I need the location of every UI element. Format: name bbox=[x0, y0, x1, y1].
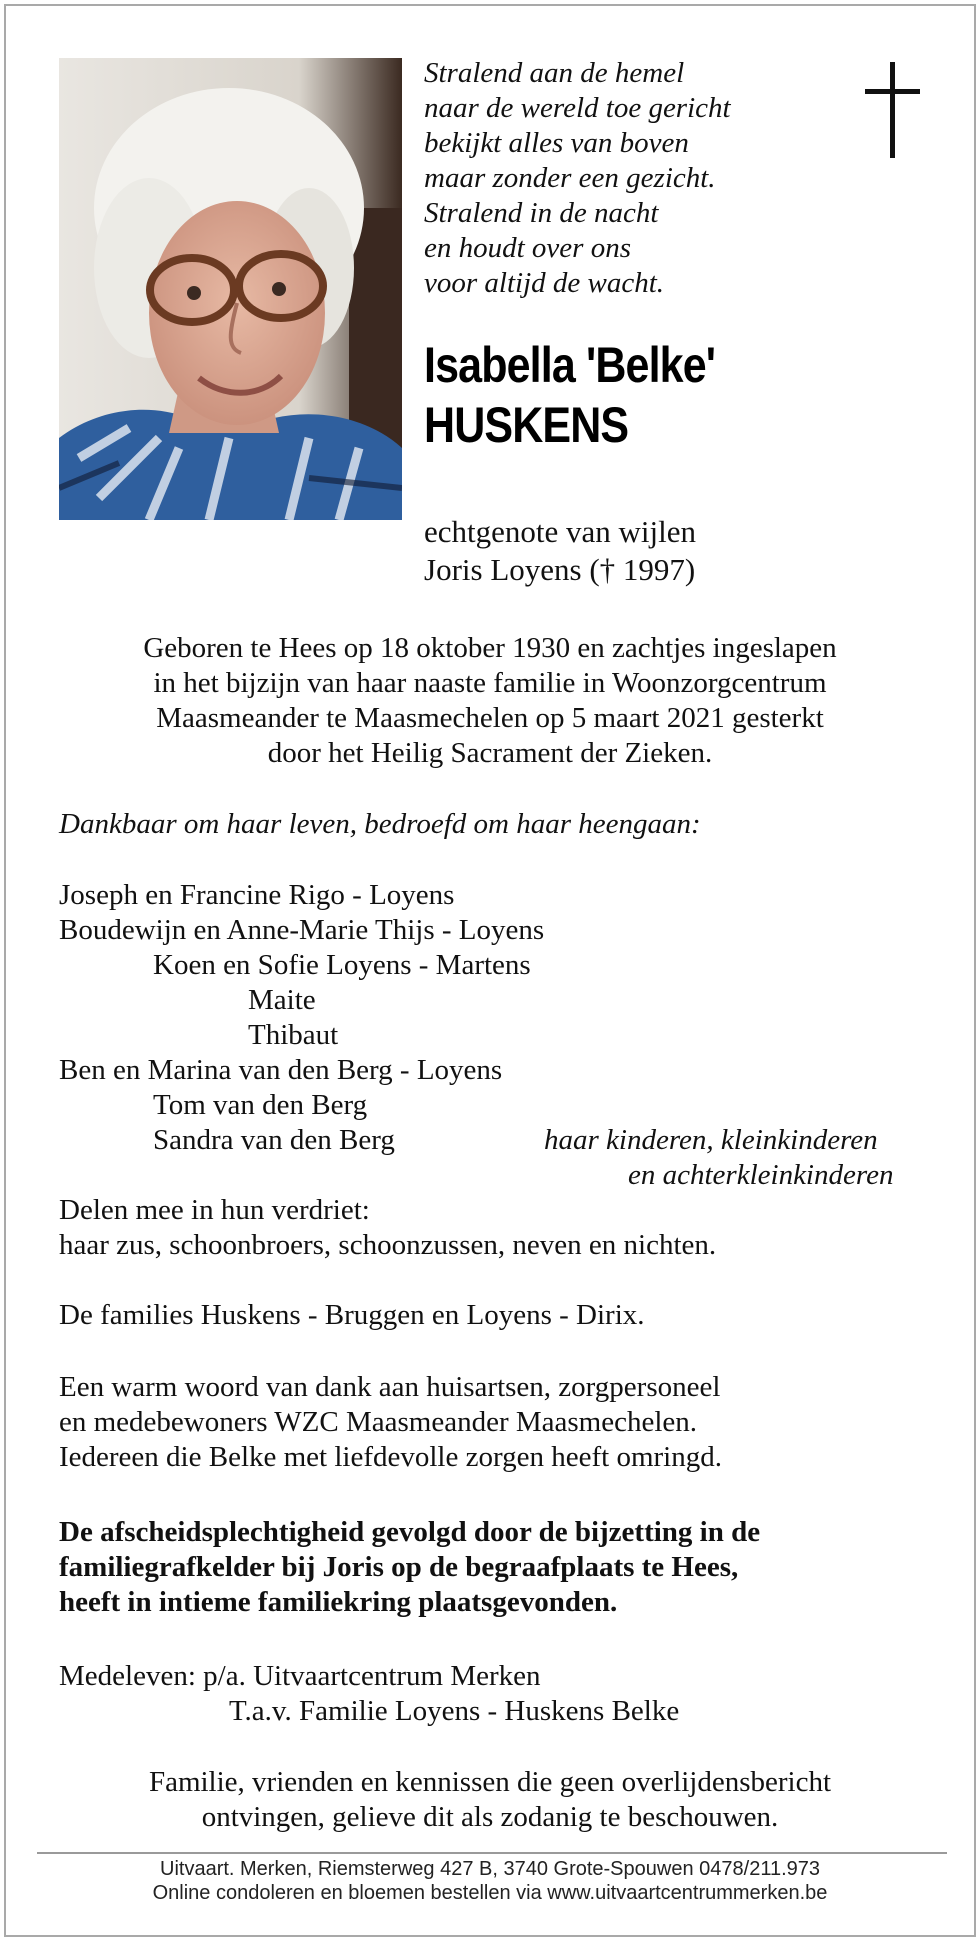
family-member: Maite bbox=[248, 984, 316, 1016]
closing-line: Familie, vrienden en kennissen die geen overlijdensbericht bbox=[148, 1766, 832, 1798]
deceased-name bbox=[424, 335, 944, 455]
family-member: Joseph en Francine Rigo - Loyens bbox=[59, 879, 455, 911]
poem-line: voor altijd de wacht. bbox=[424, 267, 665, 299]
ceremony-line: De afscheidsplechtigheid gevolgd door de bijzetting in de bbox=[59, 1516, 761, 1548]
poem-line: bekijkt alles van boven bbox=[424, 127, 689, 159]
portrait-photo bbox=[59, 58, 402, 520]
poem-line: naar de wereld toe gericht bbox=[424, 92, 731, 124]
birth-line: door het Heilig Sacrament der Zieken. bbox=[267, 737, 713, 769]
family-member: Sandra van den Berg bbox=[153, 1124, 395, 1156]
ceremony-line: familiegrafkelder bij Joris op de begraafplaats te Hees, bbox=[59, 1551, 739, 1583]
gratitude-line: en medebewoners WZC Maasmeander Maasmechelen. bbox=[59, 1406, 698, 1438]
family-member: Thibaut bbox=[248, 1019, 339, 1051]
poem-line: en houdt over ons bbox=[424, 232, 631, 264]
thanks-intro: Dankbaar om haar leven, bedroefd om haar heengaan: bbox=[59, 808, 701, 840]
last-name: HUSKENS bbox=[424, 397, 629, 453]
gratitude-text bbox=[59, 1370, 959, 1475]
poem-line: Stralend aan de hemel bbox=[424, 57, 685, 89]
share-grief-line-2: haar zus, schoonbroers, schoonzussen, neven en nichten. bbox=[59, 1229, 717, 1261]
footer-website: Online condoleren en bloemen bestellen via www.uitvaartcentrummerken.be bbox=[152, 1882, 828, 1904]
family-member: Koen en Sofie Loyens - Martens bbox=[153, 949, 531, 981]
footer-divider bbox=[37, 1852, 947, 1854]
footer bbox=[40, 1857, 940, 1905]
family-member: Boudewijn en Anne-Marie Thijs - Loyens bbox=[59, 914, 545, 946]
gratitude-line: Een warm woord van dank aan huisartsen, zorgpersoneel bbox=[59, 1371, 721, 1403]
family-role-line-1: haar kinderen, kleinkinderen bbox=[544, 1124, 878, 1156]
ceremony-line: heeft in intieme familiekring plaatsgevonden. bbox=[59, 1586, 618, 1618]
cross-icon bbox=[863, 62, 923, 162]
birth-line: Maasmeander te Maasmechelen op 5 maart 2021 gesterkt bbox=[156, 702, 824, 734]
first-name: Isabella 'Belke' bbox=[424, 337, 716, 393]
birth-line: in het bijzijn van haar naaste familie in Woonzorgcentrum bbox=[153, 667, 827, 699]
families-line: De families Huskens - Bruggen en Loyens - Dirix. bbox=[59, 1299, 645, 1331]
share-grief-line-1: Delen mee in hun verdriet: bbox=[59, 1194, 370, 1226]
closing-text bbox=[40, 1765, 940, 1835]
condolence-line-2: T.a.v. Familie Loyens - Huskens Belke bbox=[229, 1695, 680, 1727]
poem-line: Stralend in de nacht bbox=[424, 197, 659, 229]
condolence-line-1: Medeleven: p/a. Uitvaartcentrum Merken bbox=[59, 1660, 541, 1692]
gratitude-line: Iedereen die Belke met liefdevolle zorgen heeft omringd. bbox=[59, 1441, 722, 1473]
poem bbox=[424, 56, 824, 301]
spouse-info bbox=[424, 513, 944, 589]
birth-death-text bbox=[40, 631, 940, 771]
poem-line: maar zonder een gezicht. bbox=[424, 162, 716, 194]
closing-line: ontvingen, gelieve dit als zodanig te beschouwen. bbox=[201, 1801, 779, 1833]
family-member: Ben en Marina van den Berg - Loyens bbox=[59, 1054, 503, 1086]
spouse-line-1: echtgenote van wijlen bbox=[424, 514, 697, 549]
family-role-line-2: en achterkleinkinderen bbox=[628, 1159, 894, 1191]
share-grief bbox=[59, 1193, 959, 1263]
spouse-line-2: Joris Loyens († 1997) bbox=[424, 552, 696, 587]
family-member: Tom van den Berg bbox=[153, 1089, 368, 1121]
footer-address: Uitvaart. Merken, Riemsterweg 427 B, 3740 Grote-Spouwen 0478/211.973 bbox=[160, 1858, 820, 1880]
birth-line: Geboren te Hees op 18 oktober 1930 en zachtjes ingeslapen bbox=[143, 632, 837, 664]
ceremony-text bbox=[59, 1515, 959, 1620]
